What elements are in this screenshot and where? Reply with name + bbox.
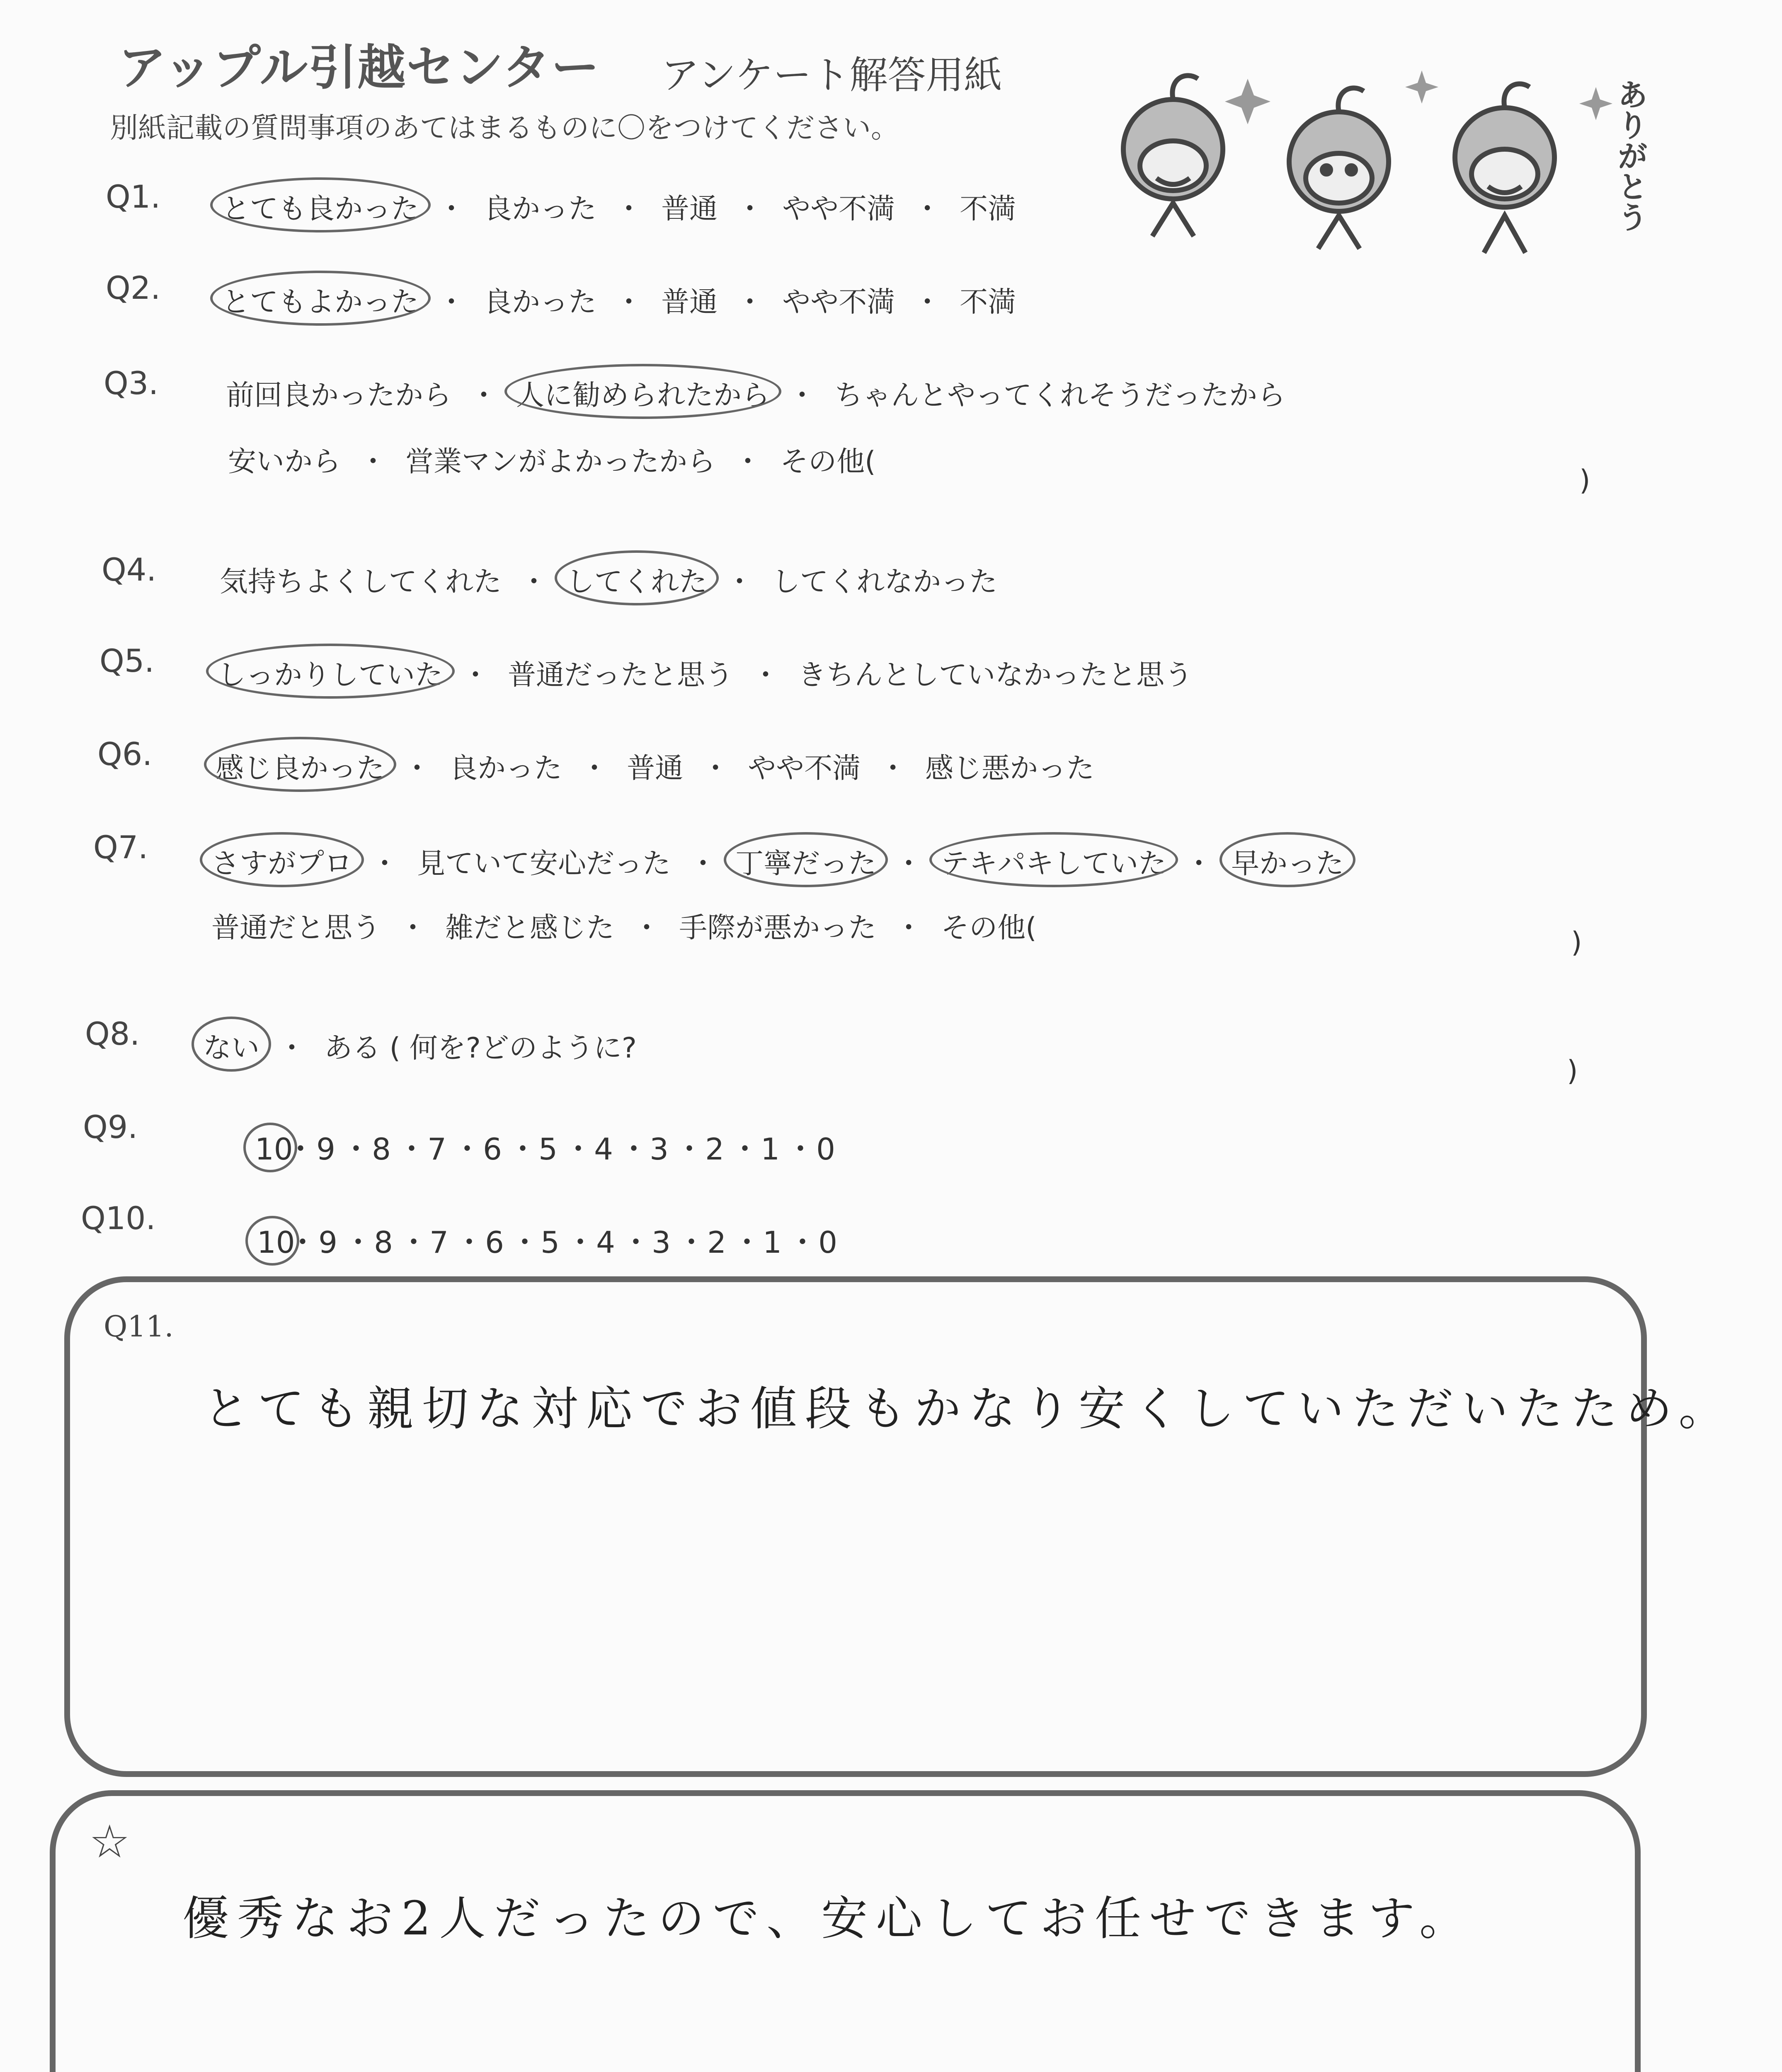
- q4-option[interactable]: してくれなかった: [772, 566, 998, 598]
- q9-score[interactable]: 7: [427, 1132, 446, 1167]
- q1-options: とても良かった ・ 良かった ・ 普通 ・ やや不満 ・ 不満: [222, 186, 1016, 227]
- q6-option[interactable]: 感じ良かった: [216, 746, 385, 786]
- form-subtitle: アンケート解答用紙: [661, 53, 1002, 97]
- q11-handwritten-answer: とても親切な対応でお値段もかなり安くしていただいたため。: [203, 1382, 1734, 1436]
- q3-option-other[interactable]: その他(: [780, 445, 876, 478]
- q2-label: Q2.: [106, 269, 161, 306]
- q2-option[interactable]: やや不満: [782, 286, 895, 319]
- q5-option[interactable]: 普通だったと思う: [508, 659, 734, 692]
- q9-score[interactable]: 8: [372, 1132, 391, 1167]
- q10-score[interactable]: 10: [257, 1225, 295, 1260]
- q10-score[interactable]: 8: [374, 1225, 393, 1260]
- q1-option[interactable]: 良かった: [484, 193, 597, 225]
- q3-label: Q3.: [104, 365, 159, 402]
- comment-handwritten-answer: 優秀なお2人だったので、安心してお任せできます。: [182, 1892, 1474, 1946]
- q6-option[interactable]: 良かった: [449, 752, 562, 785]
- q10-score[interactable]: 1: [763, 1225, 782, 1260]
- q10-score[interactable]: 6: [485, 1225, 504, 1260]
- q6-options: 感じ良かった ・ 良かった ・ 普通 ・ やや不満 ・ 感じ悪かった: [216, 746, 1094, 786]
- q8-label: Q8.: [85, 1015, 140, 1052]
- q7-option[interactable]: さすがプロ: [211, 841, 352, 881]
- q7-option[interactable]: 丁寧だった: [735, 841, 876, 881]
- q10-score[interactable]: 5: [541, 1225, 560, 1260]
- q9-score[interactable]: 5: [538, 1132, 558, 1167]
- q4-option[interactable]: してくれた: [566, 559, 707, 600]
- q2-option[interactable]: 良かった: [484, 286, 597, 319]
- q7-options-row2: 普通だと思う ・ 雑だと感じた ・ 手際が悪かった ・ その他(: [211, 905, 1037, 946]
- q10-score[interactable]: 9: [318, 1225, 337, 1260]
- q9-score[interactable]: 3: [650, 1132, 669, 1167]
- q7-option[interactable]: 普通だと思う: [211, 912, 381, 944]
- q3-options-row2: 安いから ・ 営業マンがよかったから ・ その他(: [228, 439, 876, 479]
- q7-options: さすがプロ ・ 見ていて安心だった ・ 丁寧だった ・ テキパキしていた ・ 早かった: [211, 841, 1344, 881]
- q2-options: とてもよかった ・ 良かった ・ 普通 ・ やや不満 ・ 不満: [222, 280, 1016, 320]
- q4-option[interactable]: 気持ちよくしてくれた: [220, 566, 502, 598]
- q10-score[interactable]: 0: [818, 1225, 837, 1260]
- q6-option[interactable]: 感じ悪かった: [925, 752, 1095, 785]
- q9-label: Q9.: [83, 1109, 138, 1145]
- monkey-left-icon: [1123, 75, 1223, 236]
- q5-option[interactable]: きちんとしていなかったと思う: [798, 659, 1193, 692]
- mascot-illustration: [1090, 54, 1679, 286]
- q3-close-paren: ): [1579, 464, 1590, 497]
- q10-label: Q10.: [81, 1200, 156, 1237]
- q6-option[interactable]: やや不満: [748, 752, 861, 785]
- q9-score[interactable]: 6: [483, 1132, 502, 1167]
- q3-option[interactable]: ちゃんとやってくれそうだったから: [834, 379, 1286, 412]
- q11-answer-box[interactable]: [64, 1276, 1647, 1777]
- q10-score[interactable]: 2: [707, 1225, 726, 1260]
- q1-option[interactable]: 普通: [661, 193, 718, 225]
- q9-score[interactable]: 9: [316, 1132, 335, 1167]
- q3-options: 前回良かったから ・ 人に勧められたから ・ ちゃんとやってくれそうだったから: [226, 373, 1285, 413]
- q3-option[interactable]: 営業マンがよかったから: [405, 445, 716, 478]
- q10-score[interactable]: 3: [652, 1225, 671, 1260]
- q3-option[interactable]: 人に勧められたから: [516, 373, 770, 413]
- q8-close-paren: ): [1567, 1055, 1578, 1087]
- q7-option[interactable]: 早かった: [1231, 841, 1344, 881]
- q2-option[interactable]: 不満: [960, 286, 1016, 319]
- q2-option[interactable]: 普通: [661, 286, 718, 319]
- q4-options: 気持ちよくしてくれた ・ してくれた ・ してくれなかった: [220, 559, 997, 600]
- q11-label: Q11.: [104, 1310, 174, 1343]
- q7-option[interactable]: 手際が悪かった: [679, 912, 877, 944]
- q5-option[interactable]: しっかりしていた: [218, 653, 443, 693]
- monkey-middle-icon: [1289, 88, 1389, 249]
- q3-option[interactable]: 前回良かったから: [226, 379, 452, 412]
- q7-option[interactable]: 雑だと感じた: [445, 912, 615, 944]
- q3-option[interactable]: 安いから: [228, 445, 341, 478]
- q10-scale: 10・9 ・8 ・7 ・6 ・5 ・4 ・3 ・2 ・1 ・0: [257, 1218, 843, 1261]
- q9-scale: 10・9 ・8 ・7 ・6 ・5 ・4 ・3 ・2 ・1 ・0: [255, 1125, 841, 1168]
- q8-options: ない ・ ある ( 何を?どのように?: [203, 1026, 637, 1066]
- sparkle-icon: [1225, 70, 1612, 124]
- q6-label: Q6.: [97, 736, 153, 772]
- form-title: アップル引越センター: [118, 40, 600, 96]
- q7-option-other[interactable]: その他(: [941, 912, 1037, 944]
- q5-label: Q5.: [99, 642, 155, 679]
- q8-option[interactable]: ある ( 何を?どのように?: [324, 1032, 637, 1065]
- q9-score[interactable]: 0: [816, 1132, 835, 1167]
- q7-option[interactable]: 見ていて安心だった: [417, 847, 671, 880]
- q9-score[interactable]: 4: [594, 1132, 613, 1167]
- q8-option[interactable]: ない: [203, 1026, 259, 1066]
- q9-score[interactable]: 2: [705, 1132, 724, 1167]
- q1-option[interactable]: 不満: [960, 193, 1016, 225]
- q1-option[interactable]: とても良かった: [222, 186, 419, 227]
- q1-label: Q1.: [106, 178, 161, 215]
- q9-score[interactable]: 10: [255, 1132, 293, 1167]
- q9-score[interactable]: 1: [761, 1132, 780, 1167]
- q6-option[interactable]: 普通: [627, 752, 684, 785]
- q10-score[interactable]: 7: [429, 1225, 449, 1260]
- q7-label: Q7.: [93, 829, 148, 866]
- star-icon: ☆: [89, 1815, 130, 1868]
- q1-option[interactable]: やや不満: [782, 193, 895, 225]
- q2-option[interactable]: とてもよかった: [222, 280, 419, 320]
- monkey-right-icon: [1455, 84, 1554, 253]
- q10-score[interactable]: 4: [596, 1225, 615, 1260]
- q7-option[interactable]: テキパキしていた: [941, 841, 1166, 881]
- thanks-text: ありがとう: [1612, 79, 1648, 232]
- q4-label: Q4.: [102, 551, 157, 588]
- q7-close-paren: ): [1571, 926, 1582, 959]
- instruction-text: 別紙記載の質問事項のあてはまるものに〇をつけてください。: [110, 112, 899, 145]
- q5-options: しっかりしていた ・ 普通だったと思う ・ きちんとしていなかったと思う: [218, 653, 1193, 693]
